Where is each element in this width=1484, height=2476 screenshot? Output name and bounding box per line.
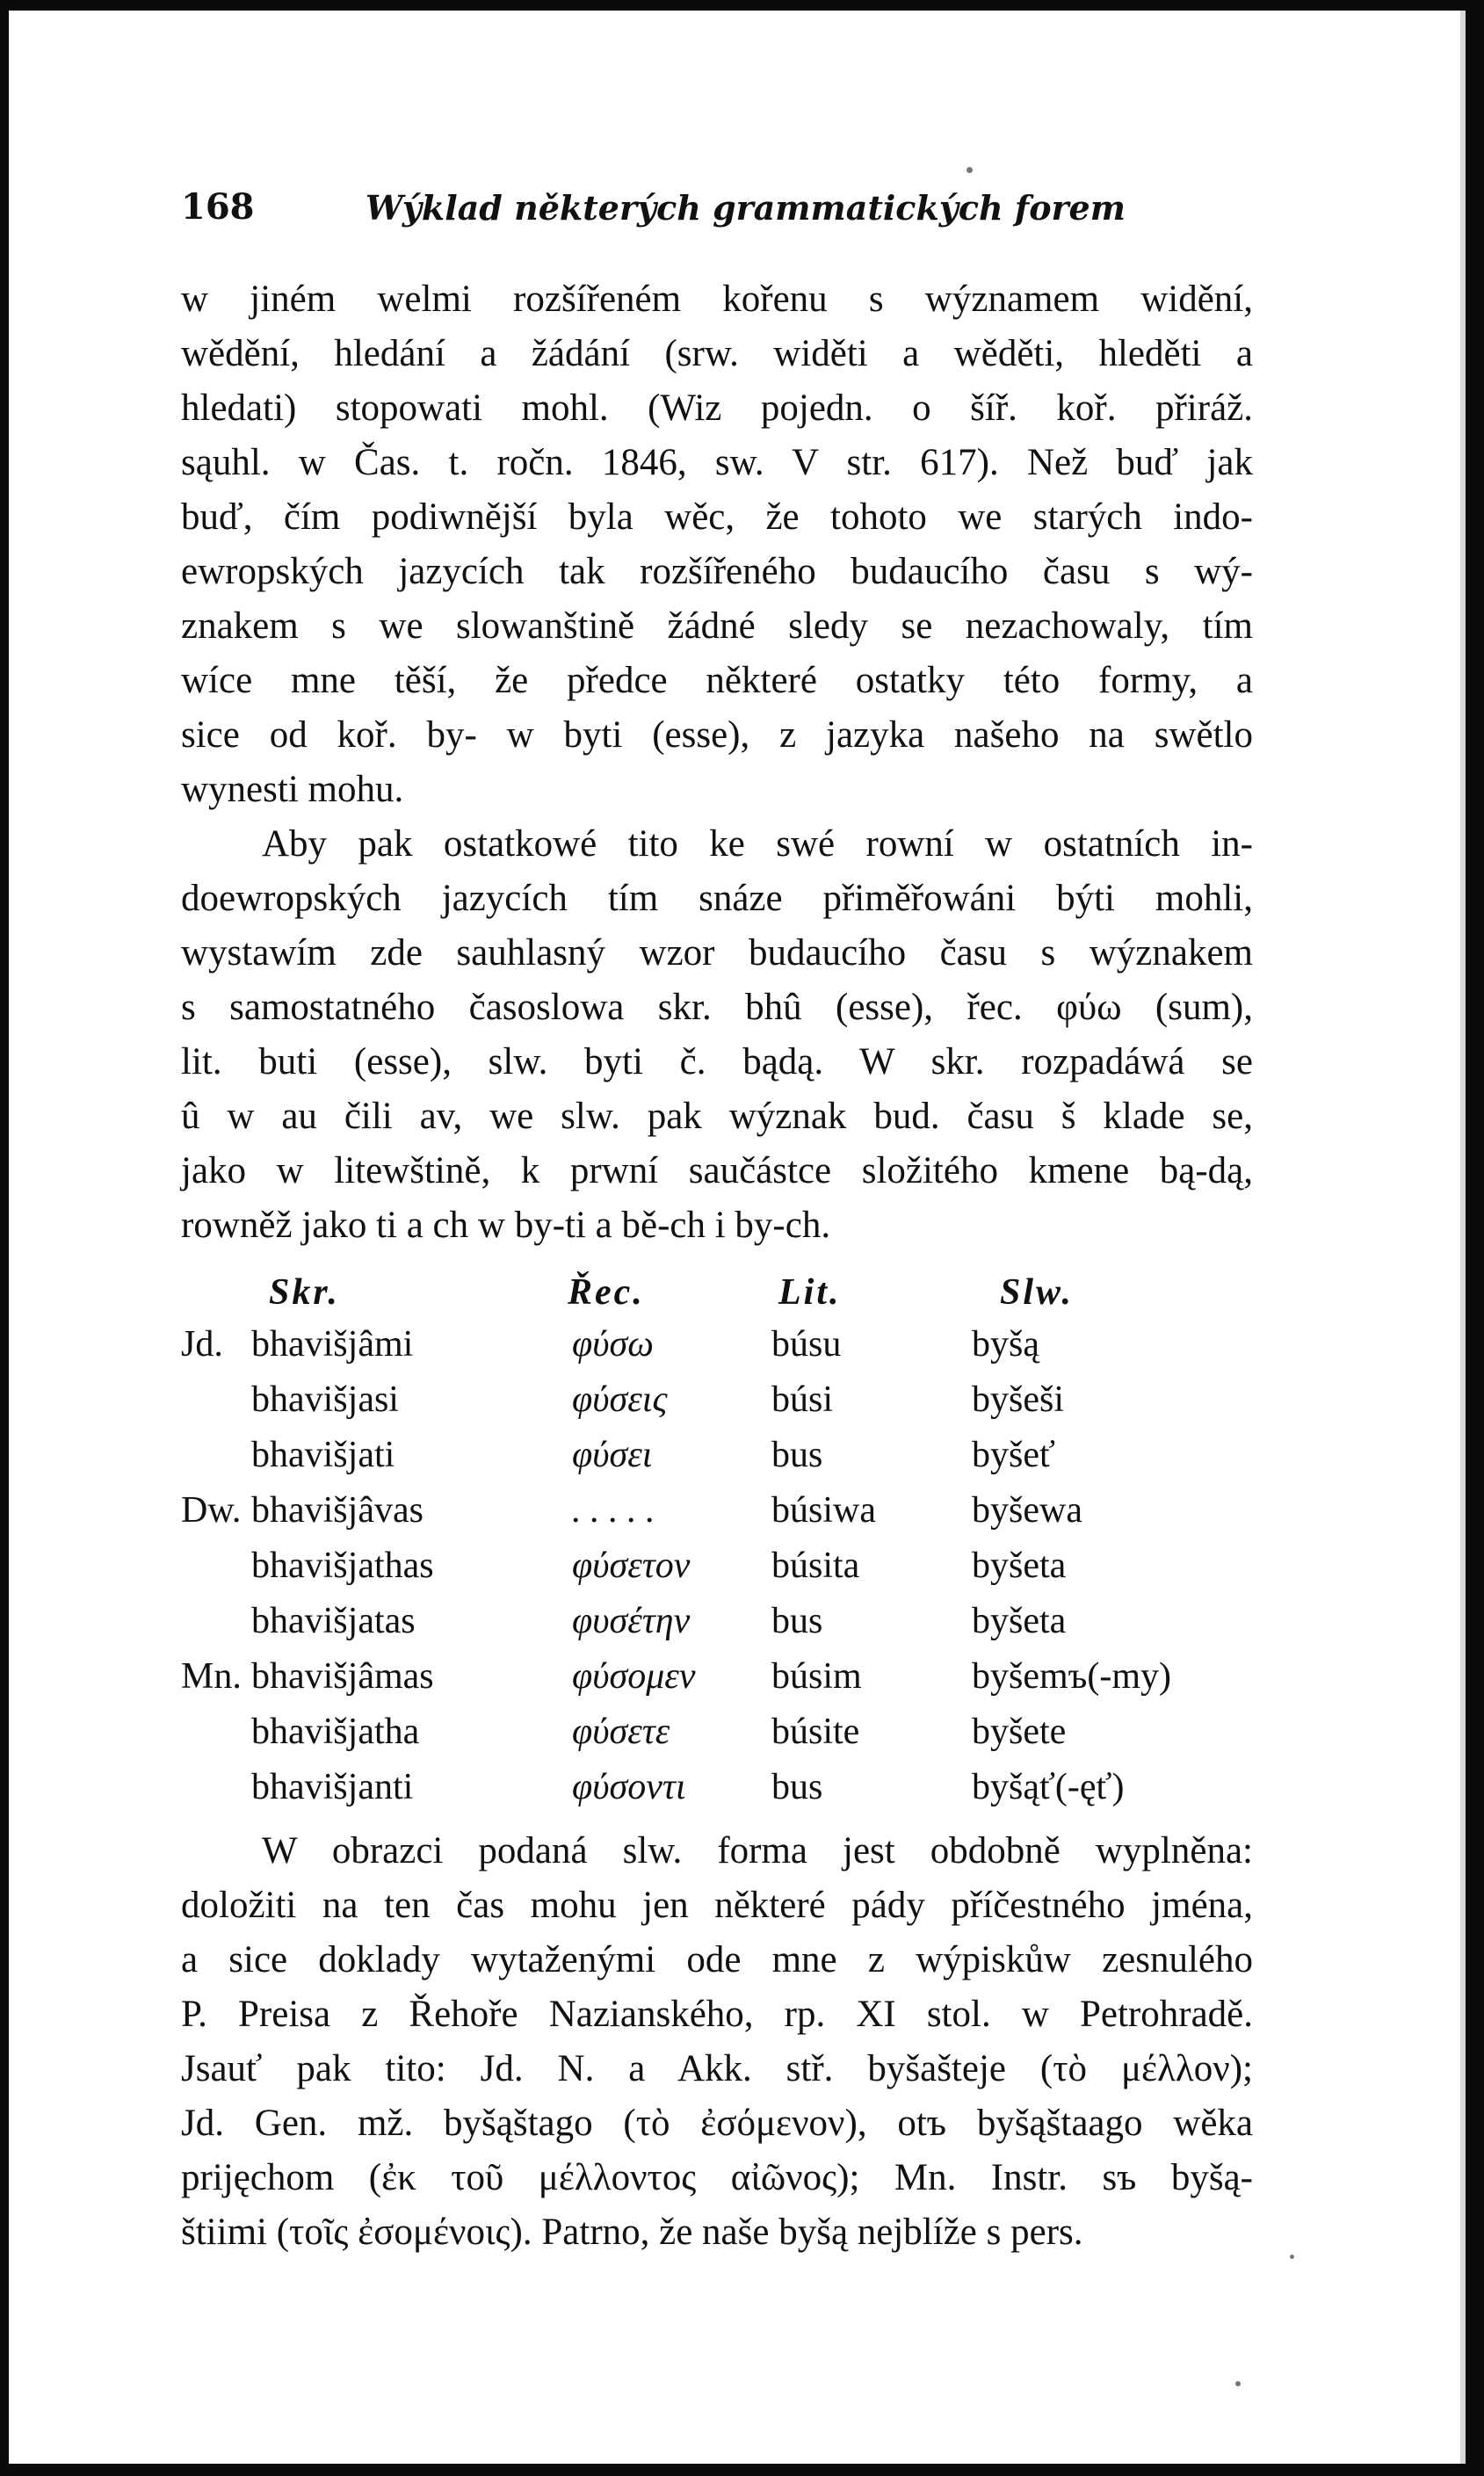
table-cell-skr: bhavišjanti: [251, 1767, 414, 1807]
table-body: [181, 1317, 1253, 1815]
table-cell-skr: bhavišjathas: [251, 1546, 434, 1586]
text-line: sice od koř. by- w byti (esse), z jazyka našeho na swětlo: [181, 714, 1253, 756]
table-cell-rec: φύσομεν: [572, 1656, 696, 1697]
table-row: [181, 1649, 1253, 1705]
table-cell-lit: bus: [771, 1601, 823, 1641]
text-line: buď, čím podiwnější byla wěc, že tohoto we starých indo-: [181, 496, 1253, 538]
paragraph-3: [181, 1824, 1253, 2260]
paragraph-1: [181, 272, 1253, 817]
table-cell-num: Dw.: [181, 1490, 242, 1531]
table-cell-slw: byšeši: [972, 1379, 1064, 1420]
text-line: wíce mne těší, že předce některé ostatky této formy, a: [181, 660, 1253, 701]
table-cell-slw: byšete: [972, 1712, 1067, 1752]
table-row: [181, 1317, 1253, 1372]
text-line: hledati) stopowati mohl. (Wiz pojedn. o šíř. koř. přiráž.: [181, 387, 1253, 429]
text-line: W obrazci podaná slw. forma jest obdobně wyplněna:: [262, 1830, 1253, 1871]
table-cell-skr: bhavišjatha: [251, 1712, 420, 1752]
text-line: Jd. Gen. mž. byšąštago (τὸ ἐσόμενον), otъ byšąštaago wěka: [181, 2103, 1253, 2144]
text-line: sąuhl. w Čas. t. ročn. 1846, sw. V str. 617). Než buď jak: [181, 442, 1253, 483]
table-cell-skr: bhavišjâvas: [251, 1490, 423, 1531]
table-cell-rec: . . . . .: [572, 1490, 655, 1531]
table-cell-lit: bus: [771, 1767, 823, 1807]
text-line: Aby pak ostatkowé tito ke swé rowní w ostatních in-: [262, 823, 1253, 865]
table-row: [181, 1594, 1253, 1649]
column-header-slw: Slw.: [1000, 1272, 1074, 1313]
text-line: wystawím zde sauhlasný wzor budaucího času s wýznakem: [181, 932, 1253, 974]
column-header-rec: Řec.: [568, 1272, 645, 1313]
table-row: [181, 1705, 1253, 1760]
table-cell-rec: φυσέτην: [572, 1601, 691, 1641]
text-line: doložiti na ten čas mohu jen některé pády příčestného jména,: [181, 1885, 1253, 1926]
table-cell-slw: byšeta: [972, 1601, 1067, 1641]
text-line: û w au čili av, we slw. pak wýznak bud. času š klade se,: [181, 1096, 1253, 1137]
table-header-row: [181, 1269, 1253, 1317]
table-row: [181, 1538, 1253, 1594]
table-cell-lit: búsi: [771, 1379, 834, 1420]
table-cell-rec: φύσεις: [572, 1379, 668, 1420]
scan-speck: [1290, 2255, 1294, 2259]
table-cell-rec: φύσοντι: [572, 1767, 686, 1807]
table-cell-slw: byšewa: [972, 1490, 1082, 1531]
table-cell-num: Jd.: [181, 1324, 223, 1365]
text-line: Jsauť pak tito: Jd. N. a Akk. stř. byšašteje (τὸ μέλλον);: [181, 2048, 1253, 2089]
table-cell-slw: byšeta: [972, 1546, 1067, 1586]
table-cell-rec: φύσει: [572, 1435, 653, 1475]
table-cell-lit: búsiwa: [771, 1490, 876, 1531]
table-cell-skr: bhavišjatas: [251, 1601, 416, 1641]
table-cell-rec: φύσω: [572, 1324, 654, 1365]
text-line: štiimi (τοῖς ἐσομένοις). Patrno, že naše byšą nejblíže s pers.: [181, 2212, 1083, 2253]
text-line: doewropských jazycích tím snáze přiměřowáni býti mohli,: [181, 878, 1253, 919]
table-cell-skr: bhavišjâmi: [251, 1324, 414, 1365]
page-header: [181, 186, 1235, 248]
book-page: [9, 11, 1466, 2464]
table-cell-slw: byšeť: [972, 1435, 1055, 1475]
table-cell-lit: búsite: [771, 1712, 860, 1752]
table-cell-slw: byšą: [972, 1324, 1039, 1365]
text-line: s samostatného časoslowa skr. bhû (esse), řec. φύω (sum),: [181, 987, 1253, 1028]
text-line: wynesti mohu.: [181, 769, 404, 810]
text-line: lit. buti (esse), slw. byti č. bądą. W skr. rozpadáwá se: [181, 1041, 1253, 1082]
column-header-skr: Skr.: [269, 1272, 340, 1313]
table-row: [181, 1372, 1253, 1428]
table-cell-lit: búsu: [771, 1324, 842, 1365]
text-line: ewropských jazycích tak rozšířeného budaucího času s wý-: [181, 551, 1253, 592]
text-line: prijęchom (ἐκ τοῦ μέλλοντος αἰῶνος); Mn. Instr. sъ byšą-: [181, 2157, 1253, 2198]
column-header-lit: Lit.: [778, 1272, 842, 1313]
table-cell-lit: búsim: [771, 1656, 862, 1697]
text-line: a sice doklady wytaženými ode mne z wýpiskůw zesnulého: [181, 1939, 1253, 1980]
table-row: [181, 1428, 1253, 1483]
table-cell-slw: byšemъ(-my): [972, 1656, 1172, 1697]
table-cell-num: Mn.: [181, 1656, 242, 1697]
text-line: w jiném welmi rozšířeném kořenu s wýznamem widění,: [181, 279, 1253, 320]
text-line: P. Preisa z Řehoře Nazianského, rp. XI stol. w Petrohradě.: [181, 1994, 1253, 2035]
conjugation-table: [181, 1269, 1253, 1815]
table-row: [181, 1760, 1253, 1815]
table-cell-skr: bhavišjati: [251, 1435, 395, 1475]
page-edge-shadow: [1460, 11, 1466, 2464]
table-cell-skr: bhavišjâmas: [251, 1656, 434, 1697]
running-title: Wýklad některých grammatických forem: [366, 188, 1126, 228]
table-row: [181, 1483, 1253, 1538]
paragraph-2: [181, 817, 1253, 1253]
text-line: jako w litewštině, k prwní saučástce složitého kmene bą-dą,: [181, 1150, 1253, 1191]
text-line: rowněž jako ti a ch w by-ti a bě-ch i by-ch.: [181, 1205, 831, 1246]
scan-speck: [1235, 2381, 1241, 2386]
table-cell-lit: búsita: [771, 1546, 860, 1586]
table-cell-rec: φύσετον: [572, 1546, 691, 1586]
text-line: wědění, hledání a žádání (srw. widěti a wěděti, hleděti a: [181, 333, 1253, 374]
table-cell-lit: bus: [771, 1435, 823, 1475]
scan-speck: [966, 167, 973, 173]
table-cell-rec: φύσετε: [572, 1712, 670, 1752]
page-number: 168: [181, 186, 255, 228]
table-cell-slw: byšąť(-ęť): [972, 1767, 1125, 1807]
text-line: znakem s we slowanštině žádné sledy se nezachowaly, tím: [181, 605, 1253, 647]
table-cell-skr: bhavišjasi: [251, 1379, 399, 1420]
